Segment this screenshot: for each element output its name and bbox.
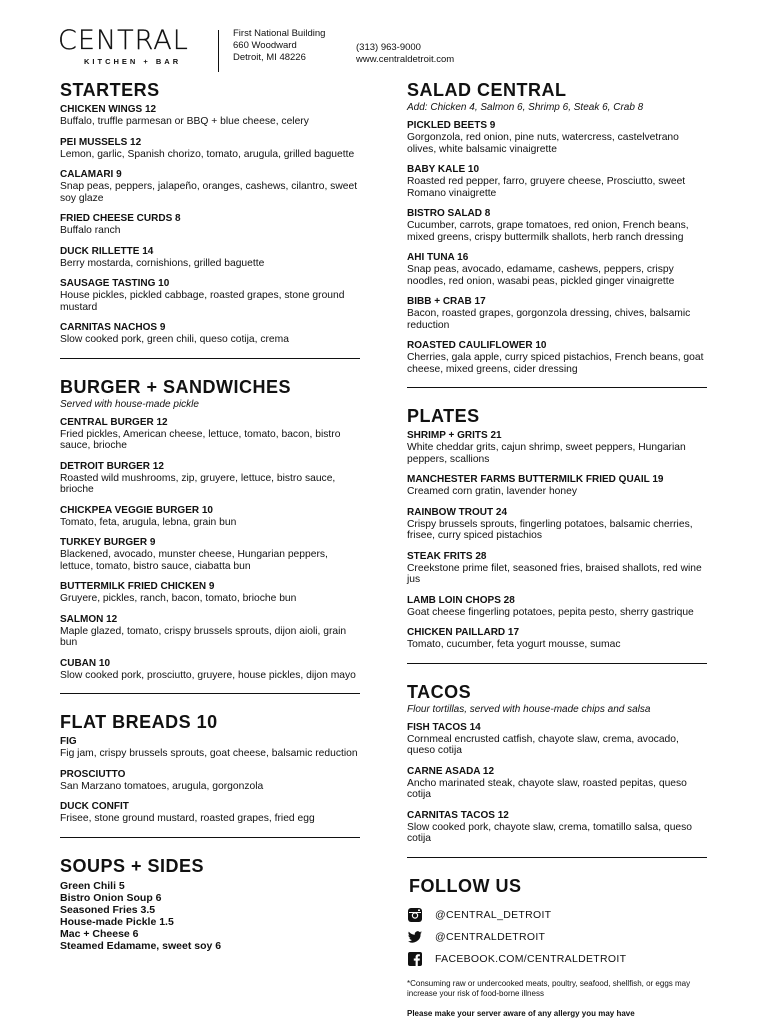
item-description: Lemon, garlic, Spanish chorizo, tomato, arugula, grilled baguette (60, 148, 355, 160)
item-description: Slow cooked pork, chayote slaw, crema, tomatillo salsa, queso cotija (407, 821, 693, 844)
menu-item (60, 614, 360, 649)
menu-item (60, 658, 360, 682)
item-description: Ancho marinated steak, chayote slaw, roasted pepitas, queso cotija (407, 777, 687, 800)
menu-item (60, 505, 360, 529)
item-description: Gruyere, pickles, ranch, bacon, tomato, brioche bun (60, 593, 297, 604)
item-name: CHICKEN PAILLARD 17 (407, 627, 520, 638)
item-name: BISTRO SALAD 8 (407, 208, 491, 219)
section-tacos (407, 682, 707, 845)
logo (58, 26, 208, 66)
item-description: Goat cheese fingerling potatoes, pepita pesto, sherry gastrique (407, 606, 694, 618)
menu-item (407, 627, 707, 651)
section-title: BURGER + SANDWICHES (60, 376, 292, 397)
section-title: TACOS (407, 681, 472, 702)
side-item: Bistro Onion Soup 6 (60, 891, 162, 904)
menu-item (407, 722, 707, 757)
item-name: STEAK FRITS 28 (407, 550, 487, 562)
section-flatbreads (60, 712, 360, 825)
website-link[interactable]: www.centraldetroit.com (356, 54, 455, 65)
section-note: Flour tortillas, served with house-made chips and salsa (407, 703, 651, 715)
item-description: Crispy brussels sprouts, fingerling potatoes, balsamic cherries, frisee, curry spiced pistachios (407, 518, 693, 541)
address-line: 660 Woodward (233, 40, 297, 51)
left-column (60, 80, 360, 952)
item-description: Fig jam, crispy brussels sprouts, goat cheese, balsamic reduction (60, 748, 358, 759)
item-name: PICKLED BEETS 9 (407, 120, 496, 131)
address-line: First National Building (233, 28, 326, 39)
item-name: CHICKPEA VEGGIE BURGER 10 (60, 504, 213, 516)
item-description: Snap peas, avocado, edamame, cashews, peppers, crispy noodles, red onion, wasabi peas, pickled ginger vinaigrette (407, 264, 675, 287)
item-description: San Marzano tomatoes, arugula, gorgonzola (60, 780, 264, 792)
section-divider (60, 693, 360, 694)
item-description: Tomato, feta, arugula, lebna, grain bun (60, 516, 237, 528)
section-burgers (60, 377, 360, 682)
item-description: House pickles, pickled cabbage, roasted grapes, stone ground mustard (60, 290, 345, 313)
address (233, 28, 325, 64)
menu-item (407, 208, 707, 243)
social-instagram[interactable] (407, 907, 707, 923)
item-description: Roasted wild mushrooms, zip, gruyere, lettuce, bistro sauce, brioche (60, 472, 336, 495)
section-title: SOUPS + SIDES (60, 855, 205, 876)
twitter-icon (407, 929, 423, 945)
item-description: Maple glazed, tomato, crispy brussels sprouts, dijon aioli, grain bun (60, 625, 347, 648)
section-title: FLAT BREADS 10 (60, 712, 218, 732)
section-plates (407, 406, 707, 651)
section-divider (407, 387, 707, 388)
item-description: Bacon, roasted grapes, gorgonzola dressing, chives, balsamic reduction (407, 308, 691, 331)
item-description: Blackened, avocado, munster cheese, Hungarian peppers, lettuce, tomato, bistro sauce, ciabatta bun (60, 549, 328, 572)
item-description: Slow cooked pork, prosciutto, gruyere, house pickles, dijon mayo (60, 669, 356, 681)
menu-item (407, 551, 707, 586)
menu-item (407, 507, 707, 542)
item-name: BUTTERMILK FRIED CHICKEN 9 (60, 581, 215, 592)
menu-item (407, 164, 707, 199)
right-column (407, 80, 707, 1018)
section-note: Served with house-made pickle (60, 398, 199, 410)
menu-item (407, 766, 707, 801)
item-name: CARNITAS NACHOS 9 (60, 322, 166, 333)
menu-item (407, 296, 707, 331)
address-line: Detroit, MI 48226 (233, 52, 306, 63)
menu-item (60, 537, 360, 572)
menu-item (60, 581, 360, 605)
menu-item (60, 137, 360, 161)
logo-wordmark: CENTRAL (58, 25, 189, 56)
item-description: White cheddar grits, cajun shrimp, sweet peppers, Hungarian peppers, scallions (407, 442, 686, 465)
item-description: Gorgonzola, red onion, pine nuts, watercress, castelvetrano olives, white balsamic vinaigrette (407, 132, 679, 155)
item-name: FRIED CHEESE CURDS 8 (60, 213, 181, 224)
section-divider (60, 837, 360, 838)
contact-info (356, 42, 454, 66)
item-name: DUCK CONFIT (60, 801, 129, 812)
menu-item (407, 430, 707, 465)
item-description: Snap peas, peppers, jalapeño, oranges, cashews, cilantro, sweet soy glaze (60, 181, 358, 204)
food-safety-disclaimer: *Consuming raw or undercooked meats, poultry, seafood, shellfish, or eggs may increase your risk of food-borne illness (407, 978, 691, 998)
section-divider (407, 663, 707, 664)
menu-item (60, 213, 360, 237)
menu-item (407, 474, 707, 498)
item-name: AHI TUNA 16 (407, 252, 469, 263)
menu-item (60, 736, 360, 760)
item-name: CARNITAS TACOS 12 (407, 809, 509, 821)
item-name: BABY KALE 10 (407, 164, 480, 175)
phone-number: (313) 963-9000 (356, 42, 421, 53)
section-soups-sides (60, 856, 360, 952)
item-name: TURKEY BURGER 9 (60, 537, 156, 548)
item-description: Slow cooked pork, green chili, queso cotija, crema (60, 334, 289, 345)
menu-item (60, 461, 360, 496)
item-name: FISH TACOS 14 (407, 721, 481, 733)
allergy-notice: Please make your server aware of any allergy you may have (407, 1008, 635, 1018)
instagram-icon (407, 907, 423, 923)
item-name: DUCK RILLETTE 14 (60, 245, 154, 257)
item-name: BIBB + CRAB 17 (407, 296, 486, 307)
item-description: Cornmeal encrusted catfish, chayote slaw, crema, avocado, queso cotija (407, 733, 679, 756)
header-divider (218, 30, 219, 72)
item-name: CARNE ASADA 12 (407, 765, 495, 777)
side-item: Mac + Cheese 6 (60, 927, 139, 940)
section-note: Add: Chicken 4, Salmon 6, Shrimp 6, Steak 6, Crab 8 (407, 102, 644, 113)
instagram-handle[interactable]: @CENTRAL_DETROIT (435, 908, 552, 921)
item-description: Berry mostarda, cornishions, grilled baguette (60, 257, 265, 269)
menu-item (407, 120, 707, 155)
item-description: Buffalo, truffle parmesan or BBQ + blue cheese, celery (60, 116, 309, 127)
side-item: Seasoned Fries 3.5 (60, 903, 156, 916)
item-description: Creekstone prime filet, seasoned fries, braised shallots, red wine jus (407, 562, 702, 585)
item-name: CUBAN 10 (60, 657, 111, 669)
item-description: Cherries, gala apple, curry spiced pistachios, French beans, goat cheese, mixed greens, cider dressing (407, 352, 704, 375)
item-name: FIG (60, 736, 77, 747)
menu-item (60, 322, 360, 346)
item-name: MANCHESTER FARMS BUTTERMILK FRIED QUAIL 19 (407, 474, 664, 485)
section-title: SALAD CENTRAL (407, 80, 567, 100)
section-divider (407, 857, 707, 858)
section-title: PLATES (407, 406, 480, 426)
section-follow-us (407, 876, 707, 1018)
item-name: SAUSAGE TASTING 10 (60, 278, 170, 289)
menu-item (60, 417, 360, 452)
item-description: Creamed corn gratin, lavender honey (407, 486, 577, 497)
menu-item (407, 340, 707, 375)
facebook-icon (407, 951, 423, 967)
menu-item (60, 801, 360, 825)
item-name: SHRIMP + GRITS 21 (407, 430, 502, 441)
item-name: RAINBOW TROUT 24 (407, 506, 507, 518)
item-description: Buffalo ranch (60, 225, 121, 236)
menu-item (407, 810, 707, 845)
section-salads (407, 80, 707, 375)
item-name: PEI MUSSELS 12 (60, 136, 142, 148)
item-description: Frisee, stone ground mustard, roasted grapes, fried egg (60, 813, 315, 824)
item-name: CHICKEN WINGS 12 (60, 104, 157, 115)
item-name: LAMB LOIN CHOPS 28 (407, 594, 515, 606)
item-name: PROSCIUTTO (60, 768, 126, 780)
side-item: House-made Pickle 1.5 (60, 915, 174, 928)
menu-item (407, 595, 707, 619)
item-description: Roasted red pepper, farro, gruyere cheese, Prosciutto, sweet Romano vinaigrette (407, 176, 686, 199)
menu-item (407, 252, 707, 287)
item-name: SALMON 12 (60, 613, 118, 625)
item-name: CALAMARI 9 (60, 169, 122, 180)
logo-subtitle: KITCHEN + BAR (84, 57, 182, 66)
section-title: STARTERS (60, 80, 160, 100)
menu-item (60, 104, 360, 128)
menu-item (60, 278, 360, 313)
social-twitter[interactable] (407, 929, 707, 945)
social-facebook[interactable] (407, 951, 707, 967)
menu-item (60, 169, 360, 204)
section-starters (60, 80, 360, 346)
side-item: Green Chili 5 (60, 879, 125, 892)
menu-header (58, 26, 738, 76)
item-name: CENTRAL BURGER 12 (60, 416, 168, 428)
menu-item (60, 246, 360, 270)
section-divider (60, 358, 360, 359)
facebook-link[interactable]: FACEBOOK.COM/CENTRALDETROIT (435, 952, 627, 965)
item-description: Cucumber, carrots, grape tomatoes, red onion, French beans, mixed greens, crispy buttermilk shallots, herb ranch dressing (407, 220, 689, 243)
section-title: FOLLOW US (409, 875, 522, 896)
side-item: Steamed Edamame, sweet soy 6 (60, 939, 222, 952)
item-name: DETROIT BURGER 12 (60, 460, 164, 472)
item-description: Tomato, cucumber, feta yogurt mousse, sumac (407, 639, 621, 650)
item-name: ROASTED CAULIFLOWER 10 (407, 340, 547, 351)
menu-item (60, 769, 360, 793)
item-description: Fried pickles, American cheese, lettuce, tomato, bacon, bistro sauce, brioche (60, 428, 341, 451)
twitter-handle[interactable]: @CENTRALDETROIT (435, 930, 546, 943)
